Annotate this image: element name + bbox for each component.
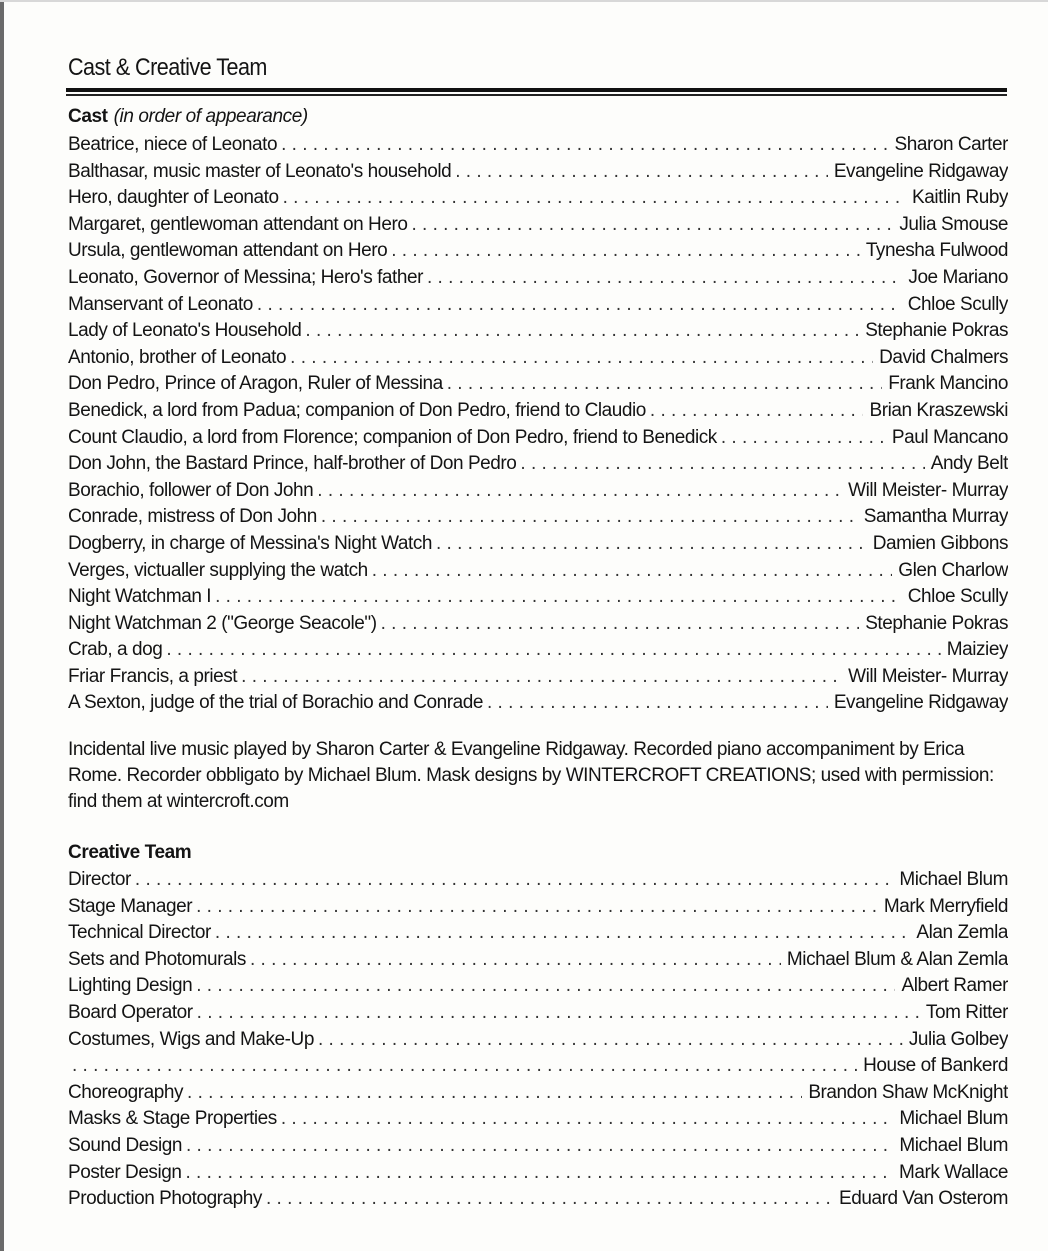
cast-credit-row <box>68 267 1008 294</box>
dot-leader <box>317 480 842 502</box>
dot-leader <box>305 320 859 342</box>
cast-subheading: (in order of appearance) <box>113 106 308 127</box>
credit-name: Will Meister- Murray <box>848 479 1008 501</box>
dot-leader <box>166 639 940 661</box>
creative-credit-row <box>68 1162 1008 1189</box>
dot-leader <box>257 294 902 316</box>
credit-role: Verges, victualler supplying the watch <box>68 559 368 581</box>
dot-leader <box>281 134 888 156</box>
dot-leader <box>187 1082 802 1104</box>
creative-credit-row <box>68 1188 1008 1215</box>
creative-credit-row <box>68 975 1008 1002</box>
creative-credit-row <box>68 1082 1008 1109</box>
credit-role: Costumes, Wigs and Make-Up <box>68 1028 314 1050</box>
dot-leader <box>447 373 882 395</box>
credit-name: Tom Ritter <box>925 1001 1008 1023</box>
dot-leader <box>197 1002 920 1024</box>
credit-name: Joe Mariano <box>908 266 1008 288</box>
credit-name: Julia Smouse <box>899 213 1008 235</box>
dot-leader <box>215 922 910 944</box>
credit-role: Leonato, Governor of Messina; Hero's father <box>68 266 423 288</box>
dot-leader <box>135 869 893 891</box>
dot-leader <box>186 1162 894 1184</box>
credit-name: Albert Ramer <box>901 975 1008 997</box>
cast-credit-row <box>68 506 1008 533</box>
credit-role: Friar Francis, a priest <box>68 665 238 687</box>
page-title: Cast & Creative Team <box>68 54 267 81</box>
credit-name: Alan Zemla <box>916 922 1008 944</box>
credit-role: Night Watchman I <box>68 586 212 608</box>
credit-name: Chloe Scully <box>907 586 1008 608</box>
credit-role: Antonio, brother of Leonato <box>68 346 287 368</box>
credit-role: Sets and Photomurals <box>68 948 246 970</box>
credit-name: Frank Mancino <box>888 373 1008 395</box>
credit-role: Balthasar, music master of Leonato's household <box>68 160 452 182</box>
credit-name: Evangeline Ridgaway <box>833 692 1008 714</box>
cast-credit-row <box>68 586 1008 613</box>
credit-name: Mark Merryfield <box>883 895 1008 917</box>
credit-name: Samantha Murray <box>863 506 1008 528</box>
cast-credit-row <box>68 347 1008 374</box>
dot-leader <box>290 347 873 369</box>
dot-leader <box>266 1188 833 1210</box>
dot-leader <box>283 187 906 209</box>
credit-name: Brandon Shaw McKnight <box>808 1081 1008 1103</box>
credit-role: A Sexton, judge of the trial of Borachio and Conrade <box>68 692 483 714</box>
cast-credit-row <box>68 533 1008 560</box>
credit-role: Masks & Stage Properties <box>68 1108 277 1130</box>
dot-leader <box>321 506 858 528</box>
credit-name: Paul Mancano <box>891 426 1008 448</box>
creative-credit-row <box>68 869 1008 896</box>
cast-credit-row <box>68 373 1008 400</box>
credit-name: Julia Golbey <box>908 1028 1008 1050</box>
credit-name: Kaitlin Ruby <box>912 187 1008 209</box>
dot-leader <box>721 427 886 449</box>
credit-role: Count Claudio, a lord from Florence; companion of Don Pedro, friend to Benedick <box>68 426 717 448</box>
creative-credit-row <box>68 1029 1008 1056</box>
dot-leader <box>318 1029 903 1051</box>
dot-leader <box>487 692 828 714</box>
credit-role: Margaret, gentlewoman attendant on Hero <box>68 213 408 235</box>
credit-name: Stephanie Pokras <box>865 612 1008 634</box>
credit-name: Stephanie Pokras <box>865 320 1008 342</box>
title-double-rule <box>66 88 1007 97</box>
dot-leader <box>186 1135 893 1157</box>
credit-name: Michael Blum <box>899 1108 1008 1130</box>
dot-leader <box>281 1108 894 1130</box>
cast-heading-label: Cast <box>68 106 108 127</box>
dot-leader <box>250 949 781 971</box>
scan-edge <box>0 0 4 1251</box>
dot-leader <box>372 560 893 582</box>
creative-credit-row <box>68 922 1008 949</box>
credit-name: Michael Blum & Alan Zemla <box>786 948 1008 970</box>
cast-heading <box>68 106 1008 128</box>
cast-credit-row <box>68 480 1008 507</box>
dot-leader <box>72 1055 857 1077</box>
credit-name: David Chalmers <box>879 346 1008 368</box>
cast-credit-row <box>68 560 1008 587</box>
credit-role: Beatrice, niece of Leonato <box>68 134 278 155</box>
creative-team-heading: Creative Team <box>68 842 192 863</box>
dot-leader <box>196 975 895 997</box>
credit-name: Will Meister- Murray <box>848 665 1008 687</box>
credit-role: Manservant of Leonato <box>68 293 253 315</box>
credit-role: Technical Director <box>68 922 211 944</box>
credit-name: Damien Gibbons <box>872 532 1008 554</box>
creative-credit-row <box>68 896 1008 923</box>
cast-list <box>68 134 1008 719</box>
credit-role: Don John, the Bastard Prince, half-brother of Don Pedro <box>68 453 517 475</box>
dot-leader <box>411 214 893 236</box>
cast-credit-row <box>68 453 1008 480</box>
dot-leader <box>427 267 902 289</box>
credit-name: Sharon Carter <box>894 134 1008 155</box>
credit-name: Maiziey <box>946 639 1008 661</box>
credit-role: Dogberry, in charge of Messina's Night Watch <box>68 532 432 554</box>
scan-top-edge <box>0 0 1048 2</box>
credit-name: Tynesha Fulwood <box>865 240 1008 262</box>
credit-role: Stage Manager <box>68 895 193 917</box>
creative-credit-row <box>68 1002 1008 1029</box>
creative-credit-row <box>68 949 1008 976</box>
credit-role: Ursula, gentlewoman attendant on Hero <box>68 240 388 262</box>
cast-credit-row <box>68 400 1008 427</box>
cast-credit-row <box>68 240 1008 267</box>
dot-leader <box>215 586 902 608</box>
credit-name: Chloe Scully <box>907 293 1008 315</box>
credit-role: Choreography <box>68 1081 184 1103</box>
creative-credit-row <box>68 1108 1008 1135</box>
credit-role: Lady of Leonato's Household <box>68 320 302 342</box>
dot-leader <box>455 161 828 183</box>
dot-leader <box>381 613 860 635</box>
credit-role: Hero, daughter of Leonato <box>68 187 279 209</box>
cast-credit-row <box>68 692 1008 719</box>
credit-name: Glen Charlow <box>898 559 1008 581</box>
dot-leader <box>520 453 924 475</box>
credit-role: Night Watchman 2 ("George Seacole") <box>68 612 377 634</box>
cast-credit-row <box>68 294 1008 321</box>
cast-credit-row <box>68 666 1008 693</box>
creative-credit-row <box>68 1055 1008 1082</box>
dot-leader <box>196 896 878 918</box>
credit-role: Director <box>68 869 131 890</box>
credit-role: Sound Design <box>68 1134 182 1156</box>
credit-role: Conrade, mistress of Don John <box>68 506 317 528</box>
cast-credit-row <box>68 320 1008 347</box>
cast-credit-row <box>68 187 1008 214</box>
creative-team-list <box>68 869 1008 1215</box>
credit-role: Poster Design <box>68 1161 182 1183</box>
credit-role: Production Photography <box>68 1188 262 1210</box>
credit-role: Board Operator <box>68 1001 193 1023</box>
cast-credit-row <box>68 134 1008 161</box>
credit-role: Don Pedro, Prince of Aragon, Ruler of Messina <box>68 373 443 395</box>
cast-credit-row <box>68 613 1008 640</box>
cast-credit-row <box>68 639 1008 666</box>
credit-name: Evangeline Ridgaway <box>833 160 1008 182</box>
credit-name: Mark Wallace <box>899 1161 1008 1183</box>
dot-leader <box>241 666 842 688</box>
credit-name: House of Bankerd <box>863 1055 1008 1077</box>
credit-name: Michael Blum <box>899 1134 1008 1156</box>
dot-leader <box>436 533 867 555</box>
credit-role: Borachio, follower of Don John <box>68 479 314 501</box>
dot-leader <box>391 240 860 262</box>
cast-credit-row <box>68 214 1008 241</box>
creative-credit-row <box>68 1135 1008 1162</box>
credit-name: Michael Blum <box>899 869 1008 890</box>
credit-role: Lighting Design <box>68 975 193 997</box>
music-credits-note: Incidental live music played by Sharon Carter & Evangeline Ridgaway. Recorded piano accompaniment by Erica Rome. Recorder obbligato by Michael Blum. Mask designs by WINTERCROFT CREATIONS; used with permission: find them at wintercroft.com <box>68 739 994 812</box>
credit-name: Eduard Van Osterom <box>839 1188 1008 1210</box>
cast-credit-row <box>68 427 1008 454</box>
credit-name: Brian Kraszewski <box>869 399 1008 421</box>
credit-name: Andy Belt <box>930 453 1008 475</box>
cast-credit-row <box>68 161 1008 188</box>
dot-leader <box>650 400 864 422</box>
credit-role: Benedick, a lord from Padua; companion of Don Pedro, friend to Claudio <box>68 399 646 421</box>
credit-role: Crab, a dog <box>68 639 163 661</box>
